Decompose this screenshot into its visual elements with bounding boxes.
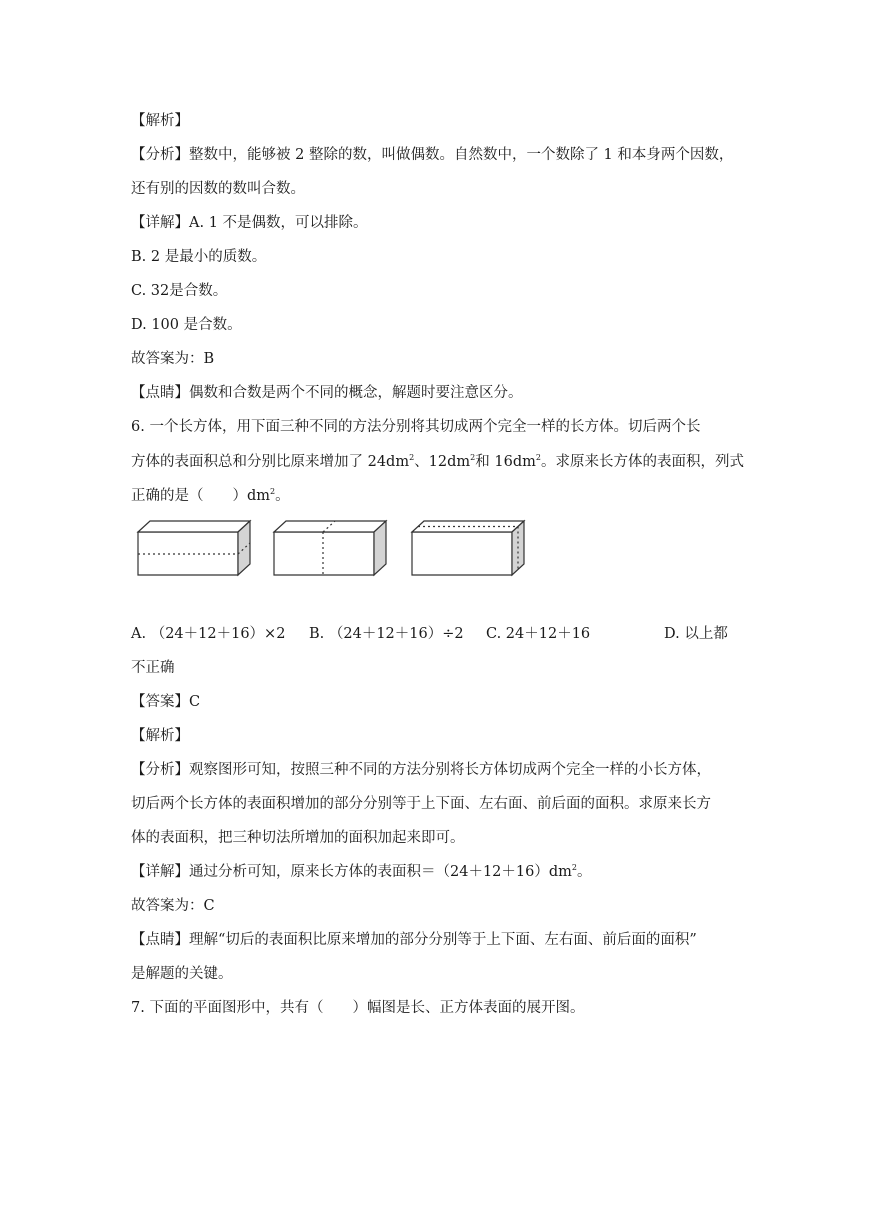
comment-text: 是解题的关键。 [131,966,233,982]
analysis-heading: 【解析】 [131,728,189,744]
cuboid-cut-vertical-side [274,521,386,575]
cuboid-cut-vertical-front [412,521,524,575]
analysis-text: 体的表面积，把三种切法所增加的面积加起来即可。 [131,830,465,846]
detail-text: 【详解】A. 1 不是偶数，可以排除。 [131,215,368,231]
question-stem: 7. 下面的平面图形中，共有（ ）幅图是长、正方体表面的展开图。 [131,1000,585,1016]
comment-text: 【点睛】理解“切后的表面积比原来增加的部分分别等于上下面、左右面、前后面的面积” [131,932,697,948]
detail-text: C. 32是合数。 [131,283,228,299]
option-d: D. 以上都 [664,626,728,642]
detail-text: B. 2 是最小的质数。 [131,249,267,265]
detail-text: D. 100 是合数。 [131,317,242,333]
analysis-heading: 【解析】 [131,113,189,129]
question-stem: 方体的表面积总和分别比原来增加了 $24dm^2$、$12dm^2$和 $16dm^2$。求原来长方体的表面积，列式 [131,453,744,470]
cuboid-figures [133,517,533,583]
option-d-continued: 不正确 [131,660,175,676]
question-stem: 6. 一个长方体，用下面三种不同的方法分别将其切成两个完全一样的长方体。切后两个长 [131,419,701,435]
analysis-text: 【分析】观察图形可知，按照三种不同的方法分别将长方体切成两个完全一样的小长方体， [131,762,711,778]
detail-text: 【详解】通过分析可知，原来长方体的表面积$=(24+12+16)dm^2$。 [131,863,592,880]
analysis-text: 还有别的因数的数叫合数。 [131,181,305,197]
comment-text: 【点睛】偶数和合数是两个不同的概念，解题时要注意区分。 [131,385,523,401]
analysis-text: 【分析】整数中，能够被 2 整除的数，叫做偶数。自然数中，一个数除了 1 和本身两个因数， [131,147,734,163]
cuboid-cut-horizontal [138,521,250,575]
answer-line: 故答案为：C [131,898,215,914]
option-a: A. （24＋12＋16）×2 [131,626,286,642]
cuboid-cut-diagrams [133,517,533,579]
question-stem: 正确的是（ ）$dm^2$。 [131,487,290,504]
option-c: C. 24＋12＋16 [486,626,591,642]
answer-line: 故答案为：B [131,351,215,367]
answer-label: 【答案】C [131,694,201,710]
option-b: B. （24＋12＋16）÷2 [309,626,464,642]
analysis-text: 切后两个长方体的表面积增加的部分分别等于上下面、左右面、前后面的面积。求原来长方 [131,796,711,812]
